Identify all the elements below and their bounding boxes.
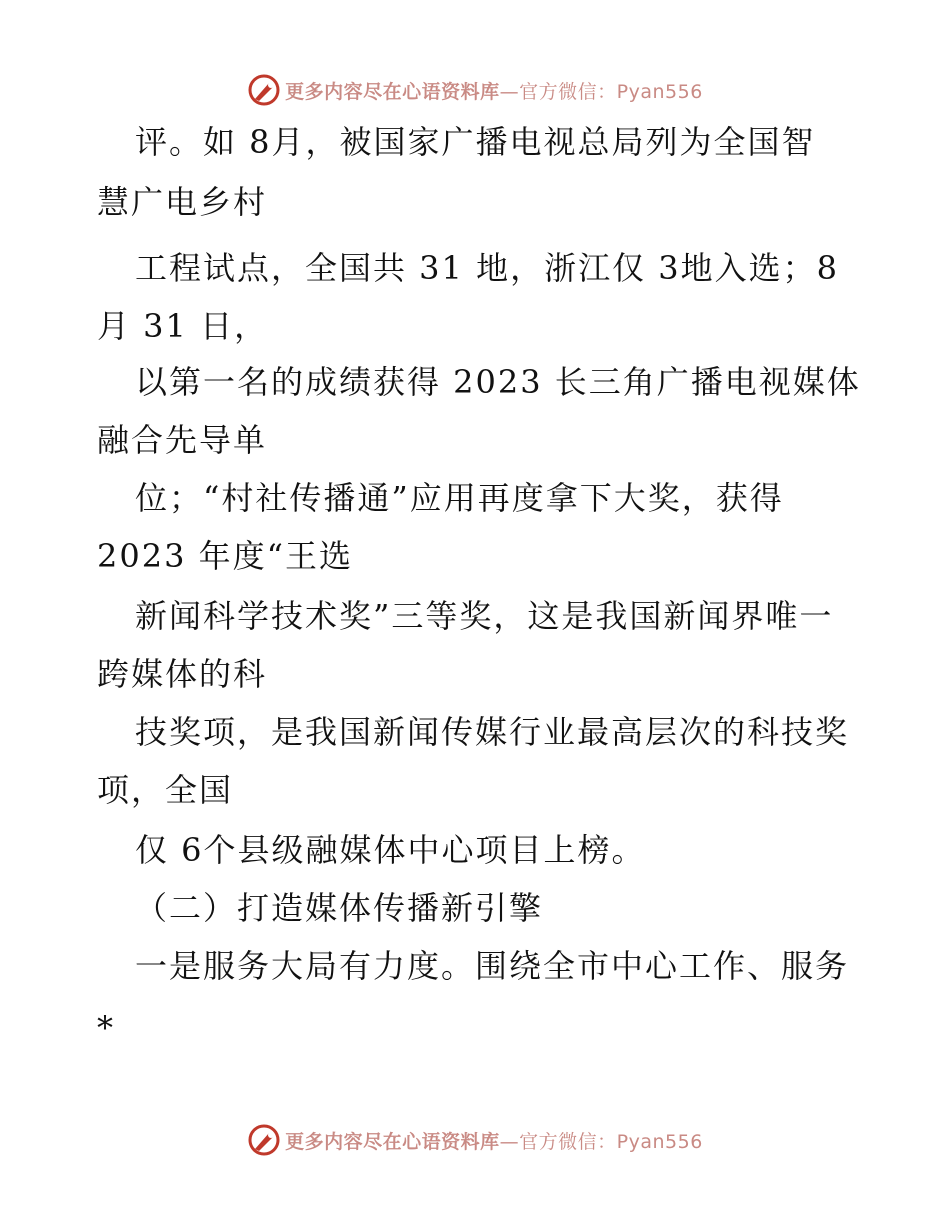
text-line: 仅 6个县级融媒体中心项目上榜。: [135, 831, 646, 869]
header-watermark: [0, 70, 950, 110]
text-line: 项，全国: [97, 771, 234, 809]
text-line: 2023 年度“王选: [97, 537, 353, 575]
text-line: 工程试点，全国共 31 地，浙江仅 3地入选；8: [135, 249, 839, 287]
section-heading: （二）打造媒体传播新引擎: [135, 889, 544, 927]
pen-logo-icon: [247, 73, 281, 107]
watermark-sub: —官方微信：Pyan556: [499, 80, 703, 103]
text-line: *: [97, 1009, 115, 1047]
watermark-text: [285, 77, 703, 104]
text-line: 融合先导单: [97, 421, 268, 459]
watermark-text: [285, 1127, 703, 1154]
text-line: 评。如 8月，被国家广播电视总局列为全国智: [135, 123, 816, 161]
footer-watermark: [0, 1120, 950, 1160]
watermark-main: 更多内容尽在心语资料库: [285, 80, 500, 103]
text-line: 以第一名的成绩获得 2023 长三角广播电视媒体: [135, 363, 861, 401]
text-line: 位；“村社传播通”应用再度拿下大奖，获得: [135, 479, 784, 517]
pen-logo-icon: [247, 1123, 281, 1157]
text-line: 一是服务大局有力度。围绕全市中心工作、服务: [135, 947, 850, 985]
watermark-sub: —官方微信：Pyan556: [499, 1130, 703, 1153]
watermark-main: 更多内容尽在心语资料库: [285, 1130, 500, 1153]
text-line: 跨媒体的科: [97, 655, 268, 693]
text-line: 月 31 日，: [97, 307, 269, 345]
text-line: 新闻科学技术奖”三等奖，这是我国新闻界唯一: [135, 597, 834, 635]
text-line: 技奖项，是我国新闻传媒行业最高层次的科技奖: [135, 713, 850, 751]
text-line: 慧广电乡村: [97, 183, 268, 221]
